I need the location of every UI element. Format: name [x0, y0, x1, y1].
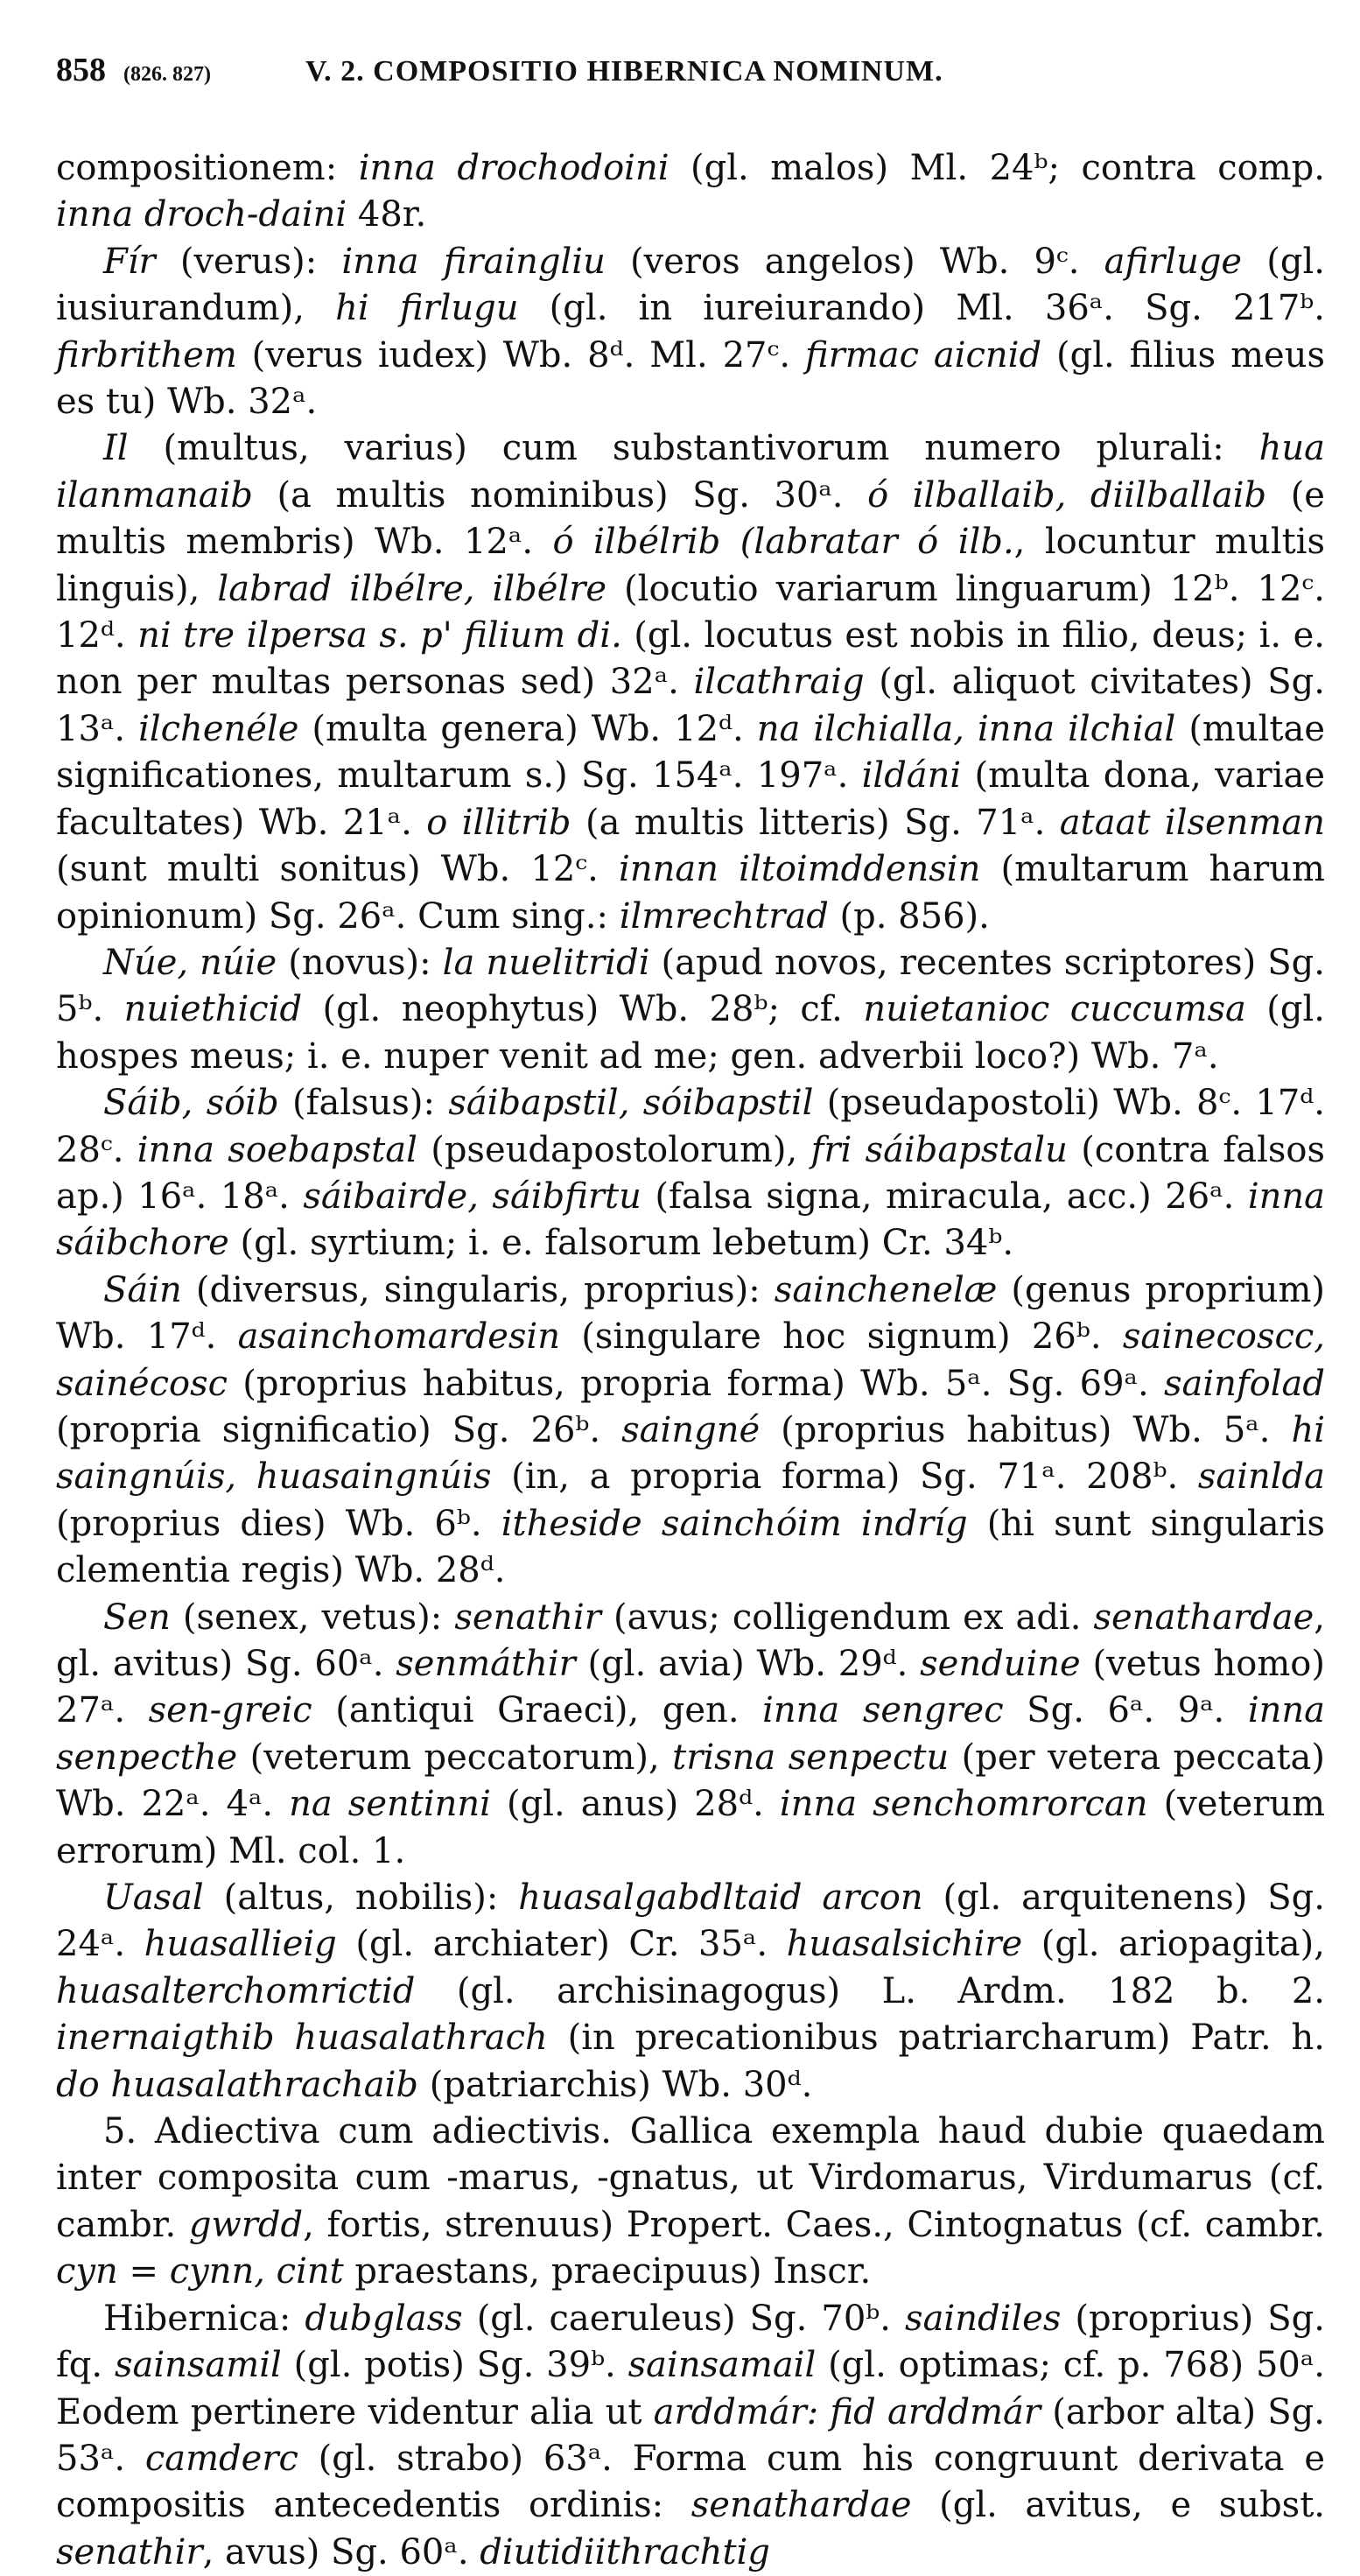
text-run: (gl. caeruleus) Sg. 70ᵇ.: [462, 2298, 906, 2339]
text-run: (proprius dies) Wb. 6ᵇ.: [56, 1503, 501, 1544]
italic-term: inna soebapstal: [137, 1129, 417, 1170]
text-run: (a multis litteris) Sg. 71ᵃ.: [571, 802, 1060, 843]
italic-term: dubglass: [305, 2298, 463, 2339]
text-run: (gl. anus) 28ᵈ.: [490, 1784, 780, 1825]
italic-term: afirluge: [1104, 241, 1243, 282]
italic-term: Sen: [103, 1597, 171, 1638]
italic-term: huasalsichire: [786, 1924, 1023, 1965]
text-run: (diversus, singularis, proprius):: [181, 1269, 775, 1310]
text-run: (multa genera) Wb. 12ᵈ.: [298, 708, 757, 749]
text-run: (veros angelos) Wb. 9ᶜ.: [605, 241, 1104, 282]
italic-term: firbrithem: [56, 334, 237, 376]
text-run: compositionem:: [56, 148, 359, 188]
italic-term: diutidiithrachtig: [480, 2531, 770, 2572]
section-5-adiectiva: [56, 2109, 1325, 2296]
text-run: (locutio variarum linguarum) 12ᵇ. 12ᶜ. 12ᵈ.: [56, 568, 1325, 656]
italic-term: inna senpecthe: [56, 1690, 1325, 1778]
paragraph-continuation: [56, 145, 1325, 239]
entry-il: [56, 425, 1325, 939]
italic-term: huasalgabdltaid arcon: [518, 1878, 923, 1919]
text-run: (altus, nobilis):: [203, 1878, 519, 1919]
text-run: (proprius) Sg. fq.: [56, 2298, 1325, 2386]
text-run: (sunt multi sonitus) Wb. 12ᶜ.: [56, 849, 620, 890]
italic-term: Uasal: [103, 1878, 204, 1919]
italic-term: ilmrechtrad: [619, 895, 829, 937]
text-run: (falsa signa, miracula, acc.) 26ᵃ.: [641, 1176, 1248, 1217]
text-run: (patriarchis) Wb. 30ᵈ.: [418, 2064, 813, 2105]
italic-term: sainfolad: [1163, 1363, 1325, 1404]
italic-term: firmac aicnid: [804, 334, 1042, 376]
italic-term: asainchomardesin: [237, 1316, 560, 1358]
italic-term: na sentinni: [289, 1784, 491, 1825]
italic-term: inna drochodoini: [358, 148, 669, 188]
italic-term: o illitrib: [426, 802, 571, 843]
italic-term: senathir: [56, 2531, 203, 2572]
page-number: 858: [56, 52, 106, 88]
text-run: (gl. ariopagita),: [1022, 1924, 1325, 1965]
body-text: [56, 145, 1325, 2576]
italic-term: trisna senpectu: [672, 1737, 950, 1778]
italic-term: senduine: [920, 1644, 1081, 1684]
italic-term: hua ilanmanaib: [56, 428, 1325, 516]
text-run: (novus):: [277, 942, 443, 983]
italic-term: Il: [103, 428, 129, 469]
italic-term: senathir: [454, 1597, 601, 1638]
text-run: (antiqui Graeci), gen.: [312, 1690, 763, 1731]
text-run: Hibernica:: [103, 2298, 305, 2339]
italic-term: Sáin: [103, 1269, 182, 1310]
italic-term: ataat ilsenman: [1059, 802, 1326, 843]
text-run: Sg. 6ᵃ. 9ᵃ.: [1003, 1690, 1248, 1731]
text-run: (gl. iusiurandum),: [56, 241, 1325, 329]
paragraph-hibernica: [56, 2296, 1325, 2576]
text-run: (genus proprium) Wb. 17ᵈ.: [56, 1269, 1325, 1358]
italic-term: sáibairde, sáibfirtu: [303, 1176, 641, 1217]
text-run: (gl. archisinagogus) L. Ardm. 182 b. 2.: [415, 1970, 1325, 2011]
running-title: V. 2. COMPOSITIO HIBERNICA NOMINUM.: [305, 55, 943, 88]
entry-fir: [56, 239, 1325, 426]
italic-term: Fír: [103, 241, 156, 282]
italic-term: arddmár: fid arddmár: [653, 2391, 1041, 2432]
text-run: (veterum errorum) Ml. col. 1.: [56, 1784, 1326, 1871]
text-run: (pseudapostolorum),: [417, 1129, 811, 1170]
italic-term: huasallieig: [144, 1924, 337, 1965]
text-run: (verus iudex) Wb. 8ᵈ. Ml. 27ᶜ.: [236, 334, 805, 376]
text-run: (proprius habitus) Wb. 5ᵃ.: [760, 1409, 1292, 1450]
text-run: praestans, praecipuus) Inscr.: [343, 2251, 872, 2292]
text-run: (gl. arquitenens) Sg. 24ᵃ.: [56, 1878, 1325, 1965]
italic-term: na ilchialla, inna ilchial: [756, 708, 1176, 749]
italic-term: do huasalathrachaib: [56, 2064, 419, 2105]
text-run: , gl. avitus) Sg. 60ᵃ.: [56, 1597, 1325, 1684]
entry-sen: [56, 1595, 1325, 1875]
text-run: (multa dona, variae facultates) Wb. 21ᵃ.: [56, 755, 1326, 843]
text-run: , fortis, strenuus) Propert. Caes., Cintognatus (cf. cambr.: [303, 2204, 1325, 2245]
text-run: 48r.: [347, 194, 427, 235]
italic-term: sáibapstil, sóibapstil: [448, 1083, 814, 1124]
text-run: (gl. syrtium; i. e. falsorum lebetum) Cr. 34ᵇ.: [228, 1223, 1014, 1264]
text-run: (a multis nominibus) Sg. 30ᵃ.: [252, 474, 868, 516]
text-run: (falsus):: [278, 1083, 449, 1124]
text-run: (in, a propria forma) Sg. 71ᵃ. 208ᵇ.: [491, 1456, 1198, 1498]
italic-term: ni tre ilpersa s. p' filium di.: [137, 615, 622, 656]
entry-saib: [56, 1080, 1325, 1267]
text-run: , avus) Sg. 60ᵃ.: [202, 2531, 480, 2572]
italic-term: senathardae: [691, 2485, 912, 2526]
text-run: (hi sunt singularis clementia regis) Wb. 28ᵈ.: [56, 1503, 1325, 1591]
text-run: (avus; colligendum ex adi.: [600, 1597, 1094, 1638]
running-header: [56, 51, 1325, 103]
text-run: (gl. avitus, e subst.: [911, 2485, 1325, 2526]
text-run: (gl. potis) Sg. 39ᵇ.: [281, 2345, 628, 2386]
italic-term: Sáib, sóib: [103, 1083, 279, 1124]
text-run: (gl. avia) Wb. 29ᵈ.: [575, 1644, 921, 1684]
italic-term: ó ilbélrib (labratar ó ilb.: [552, 522, 1014, 563]
text-run: (pseudapostoli) Wb. 8ᶜ. 17ᵈ. 28ᶜ.: [56, 1083, 1325, 1170]
column-numbers: (826. 827): [123, 63, 211, 86]
text-run: (multarum harum opinionum) Sg. 26ᵃ. Cum sing.:: [56, 849, 1325, 937]
italic-term: hi firlugu: [335, 288, 519, 329]
italic-term: inernaigthib huasalathrach: [56, 2018, 548, 2059]
italic-term: inna firaingliu: [341, 241, 606, 282]
text-run: (gl. strabo) 63ᵃ. Forma cum his congruunt derivata e compositis antecedentis ordinis:: [56, 2438, 1326, 2526]
text-run: (multus, varius) cum substantivorum numero plurali:: [128, 428, 1259, 469]
italic-term: sainsamail: [627, 2345, 817, 2386]
text-run: (contra falsos ap.) 16ᵃ. 18ᵃ.: [56, 1129, 1326, 1217]
italic-term: saindiles: [905, 2298, 1062, 2339]
italic-term: saingné: [621, 1409, 761, 1450]
italic-term: senathardae: [1093, 1597, 1314, 1638]
italic-term: ilcathraig: [693, 662, 865, 703]
italic-term: inna droch-daini: [56, 194, 347, 235]
text-run: (gl. hospes meus; i. e. nuper venit ad me; gen. adverbii loco?) Wb. 7ᵃ.: [56, 989, 1326, 1077]
italic-term: sainlda: [1197, 1456, 1325, 1498]
italic-term: la nuelitridi: [442, 942, 650, 983]
text-run: (vetus homo) 27ᵃ.: [56, 1644, 1325, 1731]
italic-term: inna sáibchore: [56, 1176, 1325, 1264]
text-run: (senex, vetus):: [170, 1597, 455, 1638]
entry-sain: [56, 1267, 1325, 1595]
text-run: (in precationibus patriarcharum) Patr. h.: [547, 2018, 1325, 2059]
italic-term: gwrdd: [188, 2204, 304, 2245]
text-run: (proprius habitus, propria forma) Wb. 5ᵃ. Sg. 69ᵃ.: [228, 1363, 1164, 1404]
italic-term: ildáni: [861, 755, 962, 797]
text-run: (per vetera peccata) Wb. 22ᵃ. 4ᵃ.: [56, 1737, 1326, 1825]
italic-term: camderc: [144, 2438, 298, 2479]
text-run: , locuntur multis linguis),: [56, 522, 1326, 609]
text-run: (veterum peccatorum),: [237, 1737, 673, 1778]
text-run: (gl. optimas; cf. p. 768) 50ᵃ. Eodem pertinere videntur alia ut: [56, 2345, 1326, 2432]
text-run: (arbor alta) Sg. 53ᵃ.: [56, 2391, 1325, 2479]
italic-term: sen-greic: [148, 1690, 312, 1731]
text-run: (p. 856).: [828, 895, 990, 937]
italic-term: inna sengrec: [762, 1690, 1004, 1731]
italic-term: huasalterchomrictid: [56, 1970, 416, 2011]
text-run: (multae significationes, multarum s.) Sg. 154ᵃ. 197ᵃ.: [56, 708, 1326, 797]
italic-term: ó ilballaib, diilballaib: [867, 474, 1267, 516]
entry-nue: [56, 940, 1325, 1080]
italic-term: ilchenéle: [138, 708, 299, 749]
italic-term: cyn = cynn, cint: [56, 2251, 344, 2292]
italic-term: senmáthir: [396, 1644, 576, 1684]
italic-term: fri sáibapstalu: [810, 1129, 1068, 1170]
italic-term: nuietanioc cuccumsa: [863, 989, 1246, 1030]
text-run: (gl. aliquot civitates) Sg. 13ᵃ.: [56, 662, 1325, 749]
text-run: (gl. neophytus) Wb. 28ᵇ; cf.: [302, 989, 864, 1030]
text-run: 5. Adiectiva cum adiectivis. Gallica exempla haud dubie quaedam inter composita cum -marus, -gnatus, ut Virdomarus, Virdumarus (cf. cambr.: [56, 2111, 1325, 2245]
italic-term: inna senchomrorcan: [779, 1784, 1148, 1825]
text-run: (gl. filius meus es tu) Wb. 32ᵃ.: [56, 334, 1326, 423]
text-run: (e multis membris) Wb. 12ᵃ.: [56, 474, 1325, 563]
italic-term: sainchenelæ: [774, 1269, 998, 1310]
text-run: (apud novos, recentes scriptores) Sg. 5ᵇ.: [56, 942, 1325, 1030]
italic-term: innan iltoimddensin: [619, 849, 981, 890]
text-run: (singulare hoc signum) 26ᵇ.: [559, 1316, 1123, 1358]
italic-term: nuiethicid: [123, 989, 303, 1030]
italic-term: labrad ilbélre, ilbélre: [217, 568, 606, 609]
italic-term: itheside sainchóim indríg: [501, 1503, 968, 1544]
text-run: (verus):: [155, 241, 342, 282]
italic-term: Núe, núie: [103, 942, 277, 983]
text-run: (gl. malos) Ml. 24ᵇ; contra comp.: [669, 148, 1325, 188]
italic-term: sainecoscc, sainécosc: [56, 1316, 1325, 1404]
italic-term: sainsamil: [114, 2345, 282, 2386]
text-run: (gl. locutus est nobis in filio, deus; i. e. non per multas personas sed) 32ᵃ.: [56, 615, 1325, 703]
entry-uasal: [56, 1875, 1325, 2109]
text-run: (propria significatio) Sg. 26ᵇ.: [56, 1409, 622, 1450]
text-run: (gl. in iureiurando) Ml. 36ᵃ. Sg. 217ᵇ.: [518, 288, 1325, 329]
text-run: (gl. archiater) Cr. 35ᵃ.: [336, 1924, 787, 1965]
italic-term: hi saingnúis, huasaingnúis: [56, 1409, 1325, 1498]
